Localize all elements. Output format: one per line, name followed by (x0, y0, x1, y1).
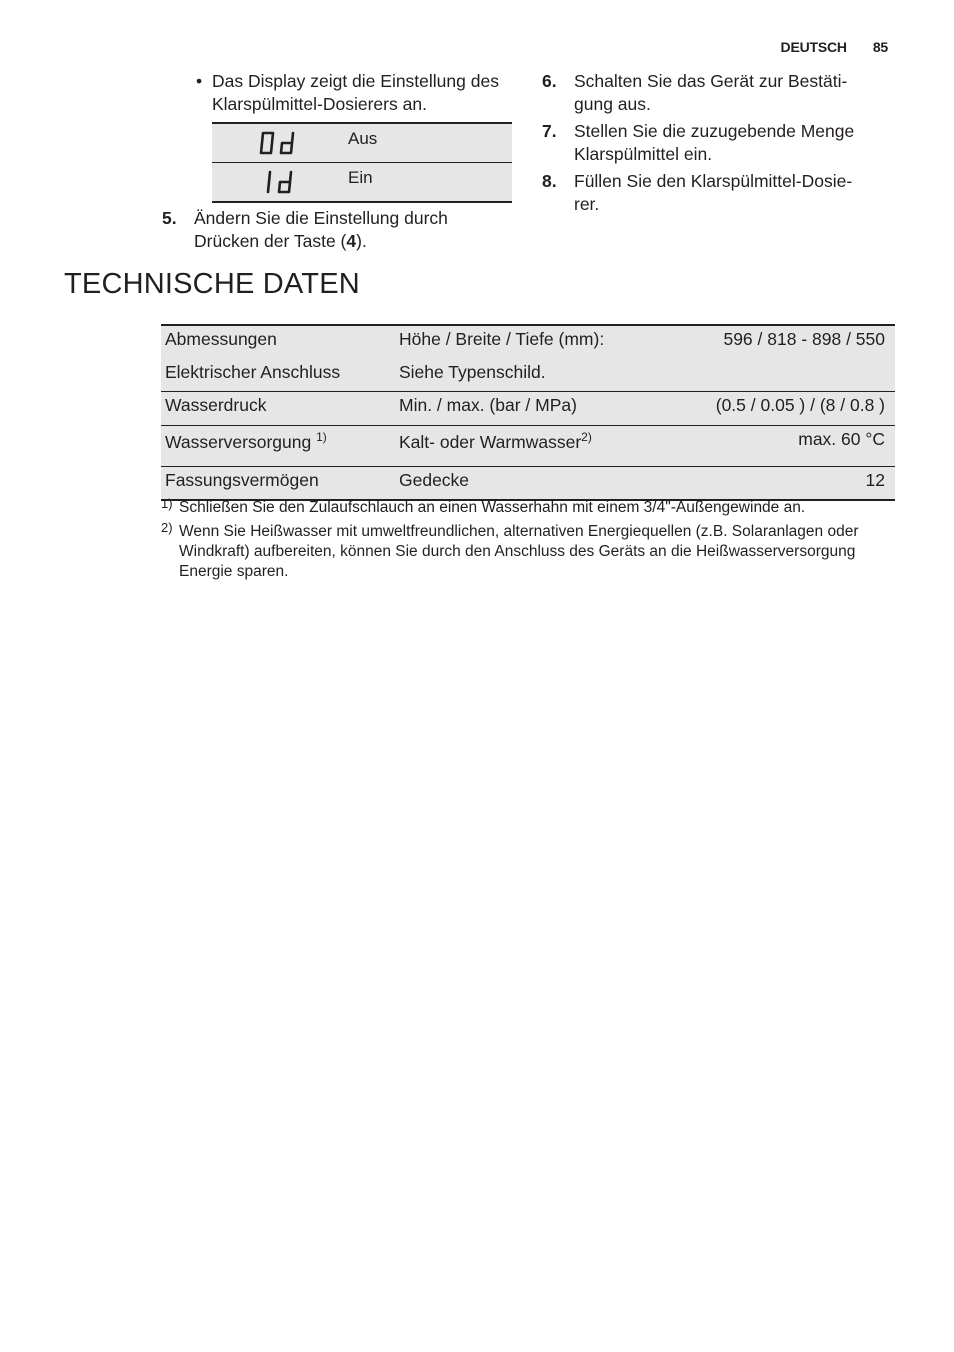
row-value: max. 60 °C (705, 426, 895, 467)
section-label: DEUTSCH (780, 39, 847, 55)
step-5 (162, 207, 514, 253)
footnote-mark: 1) (161, 496, 173, 511)
display-label-on: Ein (348, 168, 373, 187)
seven-segment-0d-icon (258, 130, 302, 156)
table-row (161, 359, 895, 392)
table-row (161, 325, 895, 359)
step-text: Füllen Sie den Klarspülmittel-Dosie- rer. (574, 171, 853, 214)
step-7 (542, 120, 902, 166)
table-row (161, 392, 895, 426)
footnote-mark: 2) (161, 520, 173, 535)
row-label: Fassungsvermögen (161, 467, 395, 501)
footnote-1 (161, 498, 895, 518)
row-value (705, 359, 895, 392)
step-6 (542, 70, 902, 116)
row-value: 12 (705, 467, 895, 501)
step-text-end: ). (356, 231, 367, 251)
row-label: Abmessungen (161, 325, 395, 359)
step-number: 6. (542, 71, 557, 91)
bullet-dot: • (196, 71, 203, 91)
table-row (161, 467, 895, 501)
display-setting-table (212, 122, 512, 203)
row-detail: Min. / max. (bar / MPa) (395, 392, 705, 426)
row-detail: Höhe / Breite / Tiefe (mm): (395, 325, 705, 359)
row-detail: Siehe Typenschild. (399, 362, 546, 382)
left-column (162, 70, 514, 253)
row-value: (0.5 / 0.05 ) / (8 / 0.8 ) (705, 392, 895, 426)
step-text: Stellen Sie die zuzugebende Menge Klarspülmittel ein. (574, 121, 855, 164)
row-detail: Kalt- oder Warmwasser (399, 432, 582, 452)
step-text: Ändern Sie die Einstellung durch Drücken der Taste ( (194, 208, 448, 251)
row-label: Wasserversorgung (165, 432, 312, 452)
row-label: Wasserdruck (161, 392, 395, 426)
row-detail-cell (395, 426, 705, 467)
technical-data-table (161, 324, 895, 501)
row-label-cell (161, 426, 395, 467)
right-column (542, 70, 902, 220)
key-number: 4 (346, 231, 357, 251)
table-row (161, 426, 895, 467)
display-code-0d (212, 124, 348, 162)
footnote-2 (161, 522, 895, 582)
footnote-text: Wenn Sie Heißwasser mit umweltfreundlichen, alternativen Energiequellen (z.B. Solaranlagen oder Windkraft) aufbereiten, können Sie durch den Anschluss des Geräts an die Heißwasserversorgung Energie sparen. (179, 523, 859, 580)
seven-segment-1d-icon (258, 169, 302, 195)
section-title: TECHNISCHE DATEN (64, 268, 360, 300)
step-number: 8. (542, 171, 557, 191)
footnote-ref: 2) (581, 430, 592, 444)
footnotes (161, 498, 895, 586)
page-number: 85 (872, 39, 888, 55)
row-label: Elektrischer Anschluss (165, 362, 341, 382)
footnote-ref: 1) (316, 430, 327, 444)
display-row-off (212, 124, 512, 162)
display-row-on (212, 162, 512, 201)
display-label-off: Aus (348, 129, 378, 148)
display-code-1d (212, 163, 348, 201)
bullet-item (162, 70, 514, 116)
step-text: Schalten Sie das Gerät zur Bestäti- gung aus. (574, 71, 848, 114)
page-header (781, 39, 888, 55)
footnote-text: Schließen Sie den Zulaufschlauch an einen Wasserhahn mit einem 3/4"-Außengewinde an. (179, 499, 806, 516)
step-8 (542, 170, 902, 216)
step-number: 5. (162, 208, 177, 228)
row-value: 596 / 818 - 898 / 550 (705, 325, 895, 359)
bullet-text: Das Display zeigt die Einstellung des Klarspülmittel-Dosierers an. (212, 71, 499, 114)
row-detail: Gedecke (395, 467, 705, 501)
step-number: 7. (542, 121, 557, 141)
